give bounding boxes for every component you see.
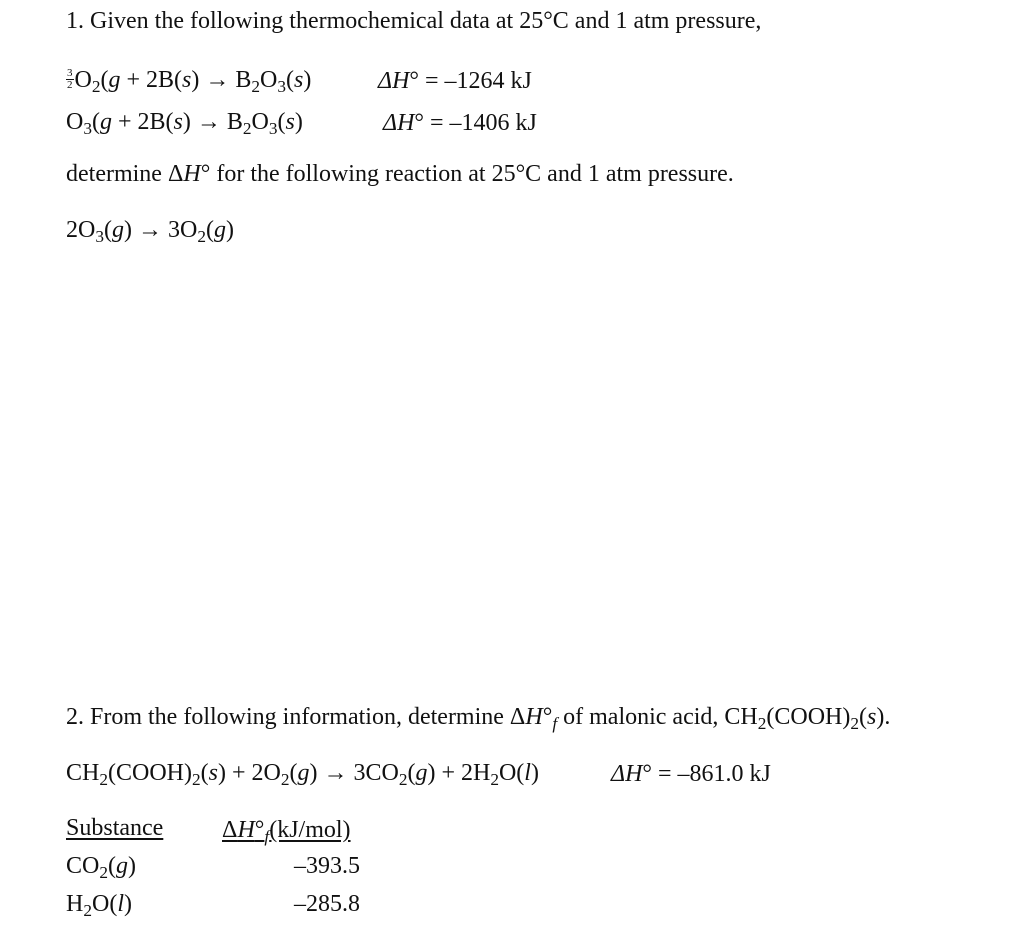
malonic-combustion-reaction: $CH_2(COOH)_2(s) + 2O_2(g) \to 3CO_2(g) + 2H_2O(l)$ (66, 760, 539, 790)
problem1-question: determine ΔH° for the following reaction at 25°C and 1 atm pressure. (66, 161, 734, 187)
table-row-h2o-substance: $H_2O(l)$ (66, 891, 132, 921)
problem2-intro: 2. From the following information, determine $\Delta H^\circ_f$ of malonic acid, $CH_2(COOH)_2(s)$. (66, 704, 891, 734)
table-row-co2-substance: $CO_2(g)$ (66, 853, 136, 883)
fraction-coefficient: $\frac{3}{2}$ (67, 66, 73, 91)
equation-1-enthalpy: ΔH° = –1264 kJ (378, 68, 532, 94)
malonic-reaction-enthalpy: ΔH° = –861.0 kJ (611, 761, 771, 787)
problem1-intro: 1. Given the following thermochemical data at 25°C and 1 atm pressure, (66, 8, 762, 34)
table-header-enthalpy: $\Delta H^\circ_f(kJ/mol)$ (222, 817, 351, 847)
target-reaction: $2O_3(g) \to 3O_2(g)$ (66, 217, 234, 247)
table-header-substance: Substance (66, 815, 164, 841)
equation-2-enthalpy: ΔH° = –1406 kJ (383, 110, 537, 136)
equation-2: $O_3(g + 2B(s) \to B_2O_3(s)$ (66, 109, 303, 139)
table-row-co2-value: –393.5 (294, 853, 360, 879)
table-row-h2o-value: –285.8 (294, 891, 360, 917)
equation-1: $\frac{3}{2}$ $O_2(g + 2B(s) \to B_2O_3(s)$ (67, 66, 312, 97)
